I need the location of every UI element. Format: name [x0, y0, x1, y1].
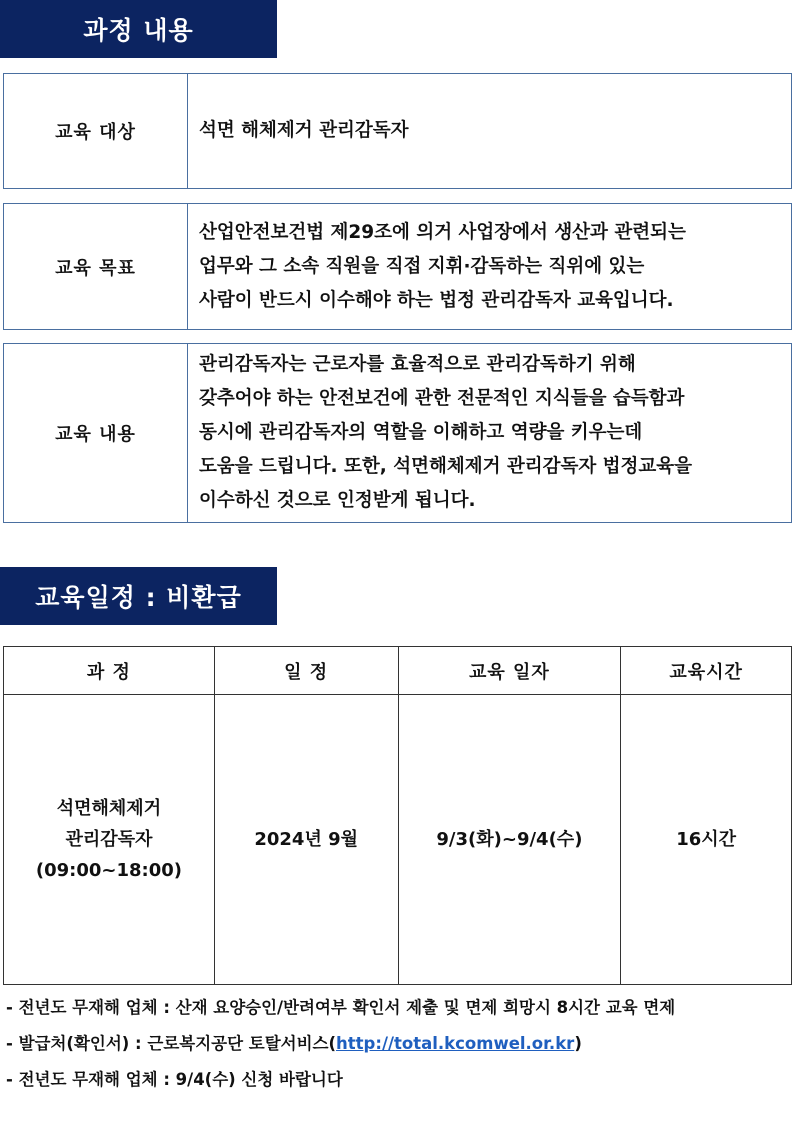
info-content-goal	[188, 204, 791, 329]
info-content-contents	[188, 344, 791, 522]
section-title-schedule: 교육일정 : 비환급	[0, 567, 277, 625]
info-box-contents	[3, 343, 792, 523]
info-line: 석면 해체제거 관리감독자	[199, 120, 409, 141]
info-line: 도움을 드립니다. 또한, 석면해체제거 관리감독자 법정교육을	[199, 456, 693, 477]
info-line: 동시에 관리감독자의 역할을 이해하고 역량을 키우는데	[199, 422, 643, 443]
notes	[6, 990, 794, 1098]
info-content-target	[188, 74, 791, 188]
table-row	[4, 695, 792, 985]
section-title-course: 과정 내용	[0, 0, 277, 58]
header-course: 과 정	[4, 647, 215, 695]
note-exemption: - 전년도 무재해 업체 : 산재 요양승인/반려여부 확인서 제출 및 면제 희망시 8시간 교육 면제	[6, 998, 676, 1017]
info-box-goal	[3, 203, 792, 330]
info-box-target	[3, 73, 792, 189]
info-label-contents: 교육 내용	[4, 344, 188, 522]
info-line: 업무와 그 소속 직원을 직접 지휘·감독하는 직위에 있는	[199, 255, 645, 277]
kcomwel-link[interactable]: http://total.kcomwel.or.kr	[336, 1034, 575, 1053]
cell-hours: 16시간	[621, 695, 792, 985]
info-line: 사람이 반드시 이수해야 하는 법정 관리감독자 교육입니다.	[199, 289, 674, 311]
note-issuer-suffix: )	[574, 1034, 582, 1053]
info-line: 이수하신 것으로 인정받게 됩니다.	[199, 490, 476, 511]
cell-dates: 9/3(화)~9/4(수)	[398, 695, 621, 985]
schedule-table	[3, 646, 792, 985]
note-apply: - 전년도 무재해 업체 : 9/4(수) 신청 바랍니다	[6, 1070, 343, 1089]
info-line: 관리감독자는 근로자를 효율적으로 관리감독하기 위해	[199, 354, 636, 375]
cell-schedule: 2024년 9월	[214, 695, 398, 985]
info-line: 갖추어야 하는 안전보건에 관한 전문적인 지식들을 습득함과	[199, 388, 685, 409]
note-issuer-prefix: - 발급처(확인서) : 근로복지공단 토탈서비스(	[6, 1034, 337, 1053]
header-hours: 교육시간	[621, 647, 792, 695]
header-dates: 교육 일자	[398, 647, 621, 695]
info-line: 산업안전보건법 제29조에 의거 사업장에서 생산과 관련되는	[199, 221, 686, 243]
cell-course	[4, 695, 215, 985]
info-label-goal: 교육 목표	[4, 204, 188, 329]
schedule-header-row	[4, 647, 792, 695]
header-schedule: 일 정	[214, 647, 398, 695]
note-issuer	[6, 1026, 794, 1062]
course-line: 석면해체제거	[56, 798, 162, 819]
course-line: 관리감독자	[65, 829, 153, 850]
course-line: (09:00~18:00)	[35, 860, 182, 881]
info-label-target: 교육 대상	[4, 74, 188, 188]
